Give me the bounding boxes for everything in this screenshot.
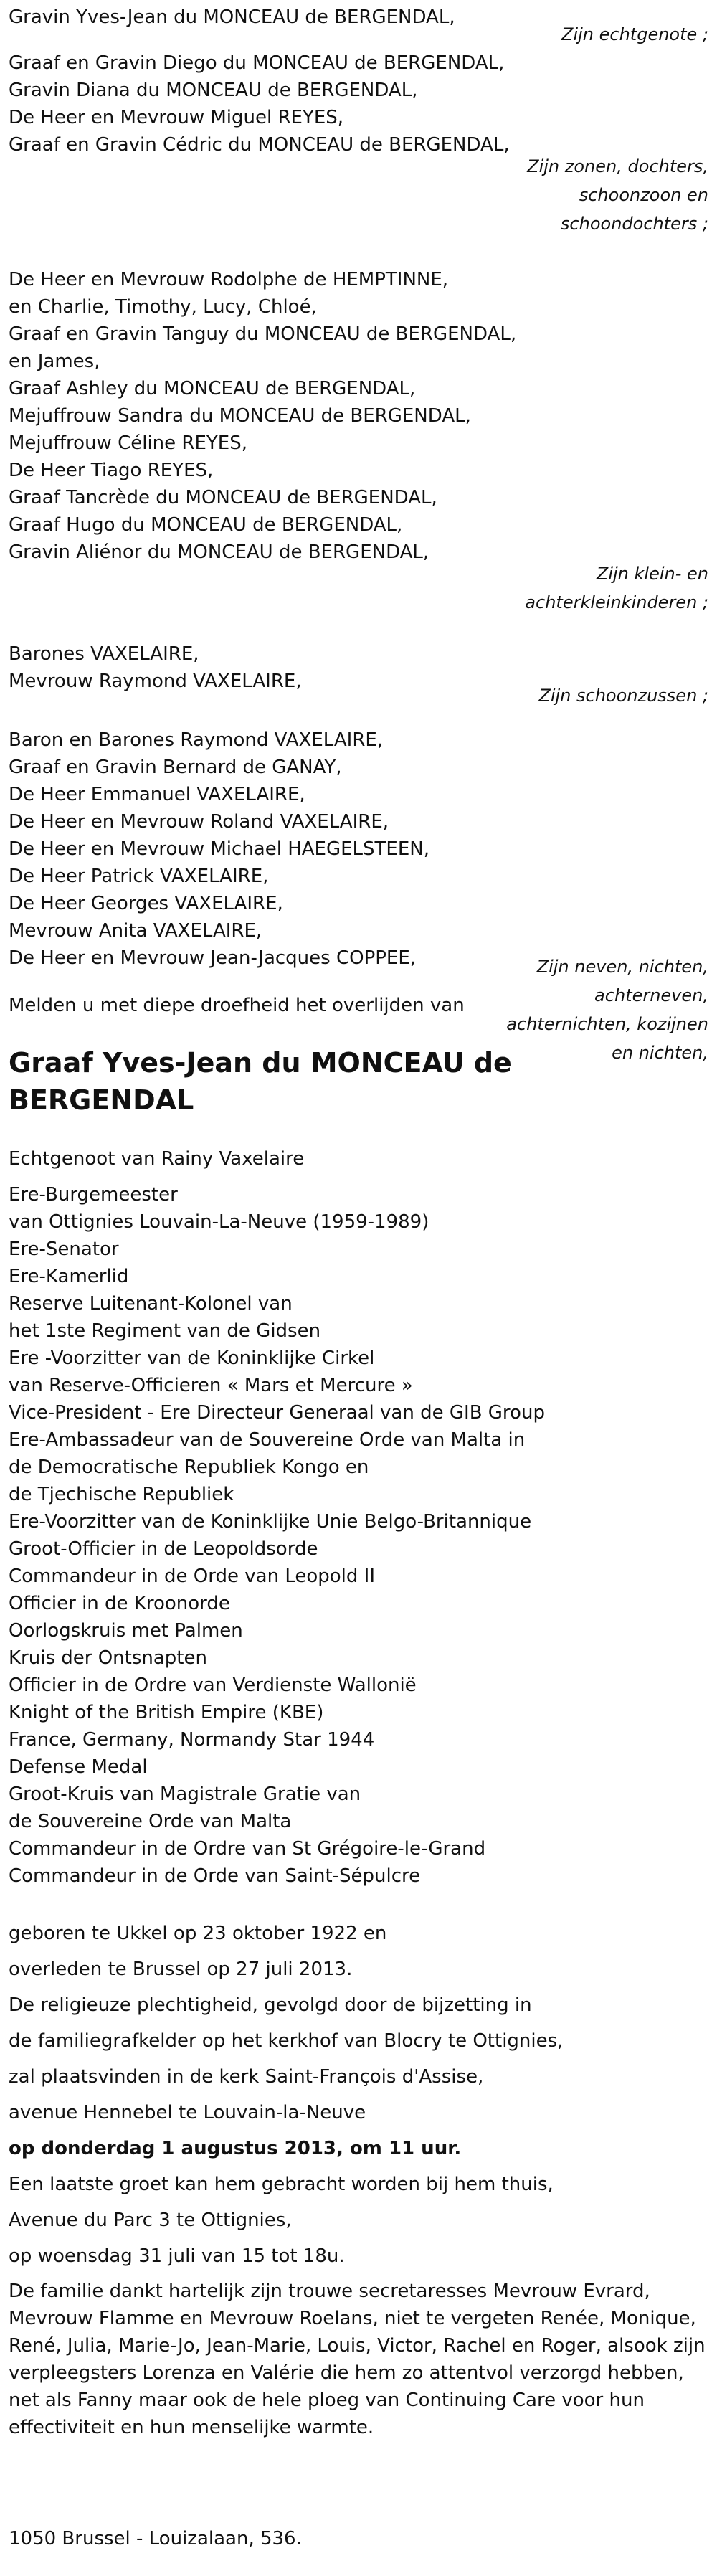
family-member: Gravin Yves-Jean du MONCEAU de BERGENDAL, <box>9 6 455 28</box>
title-line: Vice-President - Ere Directeur Generaal van de GIB Group <box>9 1402 545 1424</box>
family-member: Mevrouw Raymond VAXELAIRE, <box>9 671 302 692</box>
relationship-label: Zijn neven, nichten, achterneven, achternichten, kozijnen en nichten, <box>506 957 708 1063</box>
title-line: Kruis der Ontsnapten <box>9 1647 207 1669</box>
title-line: de Souvereine Orde van Malta <box>9 1811 292 1832</box>
title-line: Reserve Luitenant-Kolonel van <box>9 1293 293 1315</box>
family-member: De Heer Patrick VAXELAIRE, <box>9 866 269 887</box>
title-line: Ere-Ambassadeur van de Souvereine Orde van Malta in <box>9 1429 526 1451</box>
detail-line: geboren te Ukkel op 23 oktober 1922 en <box>9 1923 387 1944</box>
title-line: Ere-Burgemeester <box>9 1184 178 1206</box>
spouse-line: Echtgenoot van Rainy Vaxelaire <box>9 1148 305 1170</box>
family-member: Mejuffrouw Sandra du MONCEAU de BERGENDAL, <box>9 405 471 427</box>
title-line: het 1ste Regiment van de Gidsen <box>9 1320 321 1342</box>
title-line: van Ottignies Louvain-La-Neuve (1959-1989) <box>9 1211 429 1233</box>
relationship-label: Zijn schoonzussen ; <box>538 686 708 706</box>
family-member: De Heer en Mevrouw Roland VAXELAIRE, <box>9 811 389 833</box>
detail-line: zal plaatsvinden in de kerk Saint-François d'Assise, <box>9 2066 484 2088</box>
title-line: France, Germany, Normandy Star 1944 <box>9 1729 375 1751</box>
title-line: Ere-Voorzitter van de Koninklijke Unie Belgo-Britannique <box>9 1511 532 1533</box>
family-member: De Heer Emmanuel VAXELAIRE, <box>9 784 305 805</box>
detail-line: De religieuze plechtigheid, gevolgd door de bijzetting in <box>9 1994 532 2016</box>
title-line: van Reserve-Officieren « Mars et Mercure » <box>9 1375 413 1396</box>
family-member: Mejuffrouw Céline REYES, <box>9 432 247 454</box>
family-member: Barones VAXELAIRE, <box>9 643 199 665</box>
title-line: de Tjechische Republiek <box>9 1484 234 1505</box>
family-member: De Heer en Mevrouw Miguel REYES, <box>9 107 344 128</box>
family-member: Gravin Aliénor du MONCEAU de BERGENDAL, <box>9 541 429 563</box>
title-line: de Democratische Republiek Kongo en <box>9 1457 369 1478</box>
title-line: Officier in de Ordre van Verdienste Wallonië <box>9 1675 417 1696</box>
title-line: Ere-Kamerlid <box>9 1266 129 1287</box>
relationship-label: Zijn klein- en achterkleinkinderen ; <box>525 564 708 612</box>
title-line: Groot-Kruis van Magistrale Gratie van <box>9 1784 361 1805</box>
family-member: De Heer en Mevrouw Rodolphe de HEMPTINNE, <box>9 269 449 290</box>
family-member: en James, <box>9 351 100 372</box>
family-member: Graaf Ashley du MONCEAU de BERGENDAL, <box>9 378 416 399</box>
title-line: Defense Medal <box>9 1756 148 1778</box>
relationship-label: Zijn echtgenote ; <box>561 24 708 44</box>
detail-line: op woensdag 31 juli van 15 tot 18u. <box>9 2245 345 2267</box>
family-member: Gravin Diana du MONCEAU de BERGENDAL, <box>9 80 418 101</box>
deceased-name: Graaf Yves-Jean du MONCEAU de BERGENDAL <box>9 1047 512 1116</box>
announcement: Melden u met diepe droefheid het overlijden van <box>9 995 465 1016</box>
family-member: De Heer en Mevrouw Michael HAEGELSTEEN, <box>9 838 429 860</box>
family-member: De Heer Georges VAXELAIRE, <box>9 893 283 914</box>
title-line: Commandeur in de Ordre van St Grégoire-le-Grand <box>9 1838 486 1860</box>
title-line: Ere -Voorzitter van de Koninklijke Cirkel <box>9 1348 375 1369</box>
family-member: Baron en Barones Raymond VAXELAIRE, <box>9 729 384 751</box>
detail-line: Een laatste groet kan hem gebracht worden bij hem thuis, <box>9 2174 554 2195</box>
detail-line: de familiegrafkelder op het kerkhof van Blocry te Ottignies, <box>9 2030 564 2052</box>
family-member: De Heer en Mevrouw Jean-Jacques COPPEE, <box>9 947 417 969</box>
title-line: Commandeur in de Orde van Saint-Sépulcre <box>9 1865 421 1887</box>
family-member: en Charlie, Timothy, Lucy, Chloé, <box>9 296 317 318</box>
title-line: Groot-Officier in de Leopoldsorde <box>9 1538 318 1560</box>
family-member: Graaf en Gravin Tanguy du MONCEAU de BERGENDAL, <box>9 323 517 345</box>
funeral-date: op donderdag 1 augustus 2013, om 11 uur. <box>9 2138 462 2159</box>
family-member: Graaf en Gravin Cédric du MONCEAU de BERGENDAL, <box>9 134 510 156</box>
detail-line: avenue Hennebel te Louvain-la-Neuve <box>9 2102 366 2123</box>
thanks-paragraph: De familie dankt hartelijk zijn trouwe secretaresses Mevrouw Evrard, Mevrouw Flamme en Mevrouw Roelans, niet te vergeten Renée, Monique, René, Julia, Marie-Jo, Jean-Marie, Louis, Victor, Rachel en Roger, alsook zijn verpleegsters Lorenza en Valérie die hem zo attentvol verzorgd hebben, net als Fanny maar ook de hele ploeg van Continuing Care voor hun effectiviteit en hun menselijke warmte. <box>9 2281 706 2438</box>
detail-line: overleden te Brussel op 27 juli 2013. <box>9 1959 353 1980</box>
title-line: Commandeur in de Orde van Leopold II <box>9 1566 375 1587</box>
title-line: Ere-Senator <box>9 1239 119 1260</box>
family-member: Graaf en Gravin Diego du MONCEAU de BERGENDAL, <box>9 52 505 74</box>
family-member: De Heer Tiago REYES, <box>9 460 214 481</box>
family-member: Graaf en Gravin Bernard de GANAY, <box>9 757 342 778</box>
title-line: Oorlogskruis met Palmen <box>9 1620 243 1642</box>
family-member: Graaf Hugo du MONCEAU de BERGENDAL, <box>9 514 403 536</box>
relationship-label: Zijn zonen, dochters, schoonzoon en schoondochters ; <box>527 156 708 234</box>
family-member: Graaf Tancrède du MONCEAU de BERGENDAL, <box>9 487 437 508</box>
address: 1050 Brussel - Louizalaan, 536. <box>9 2528 302 2549</box>
title-line: Officier in de Kroonorde <box>9 1593 230 1614</box>
detail-line: Avenue du Parc 3 te Ottignies, <box>9 2210 292 2231</box>
family-member: Mevrouw Anita VAXELAIRE, <box>9 920 262 942</box>
title-line: Knight of the British Empire (KBE) <box>9 1702 324 1723</box>
